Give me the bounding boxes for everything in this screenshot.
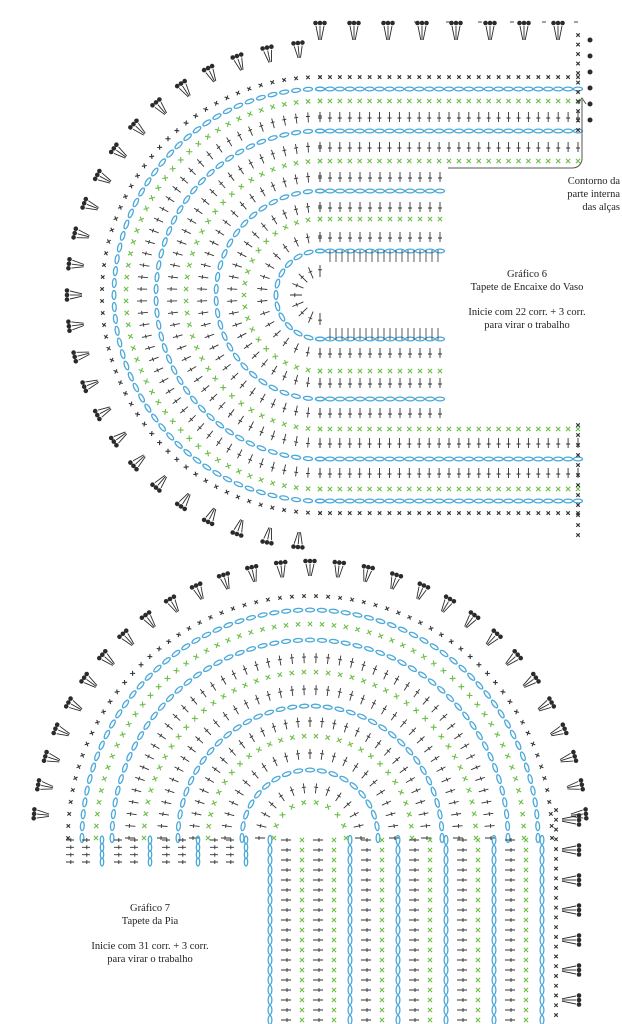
grafico-6-title: Gráfico 6	[507, 269, 547, 280]
grafico-6-instruction-2: para virar o trabalho	[484, 320, 570, 331]
grafico-7-title: Gráfico 7	[130, 903, 170, 914]
contour-note-line-1: Contorno da	[567, 176, 620, 187]
contour-note-line-3: das alças	[582, 202, 620, 213]
grafico-7-instruction-2: para virar o trabalho	[107, 954, 193, 965]
grafico-7-subtitle: Tapete da Pia	[121, 916, 179, 927]
grafico-6-instruction-1: Inicie com 22 corr. + 3 corr.	[468, 307, 586, 318]
grafico-6-caption	[452, 268, 602, 332]
grafico-7-caption	[70, 902, 230, 966]
contour-note-line-2: parte interna	[567, 189, 620, 200]
contour-note	[536, 175, 620, 214]
grafico-7-instruction-1: Inicie com 31 corr. + 3 corr.	[91, 941, 209, 952]
grafico-6-subtitle: Tapete de Encaixe do Vaso	[470, 282, 584, 293]
